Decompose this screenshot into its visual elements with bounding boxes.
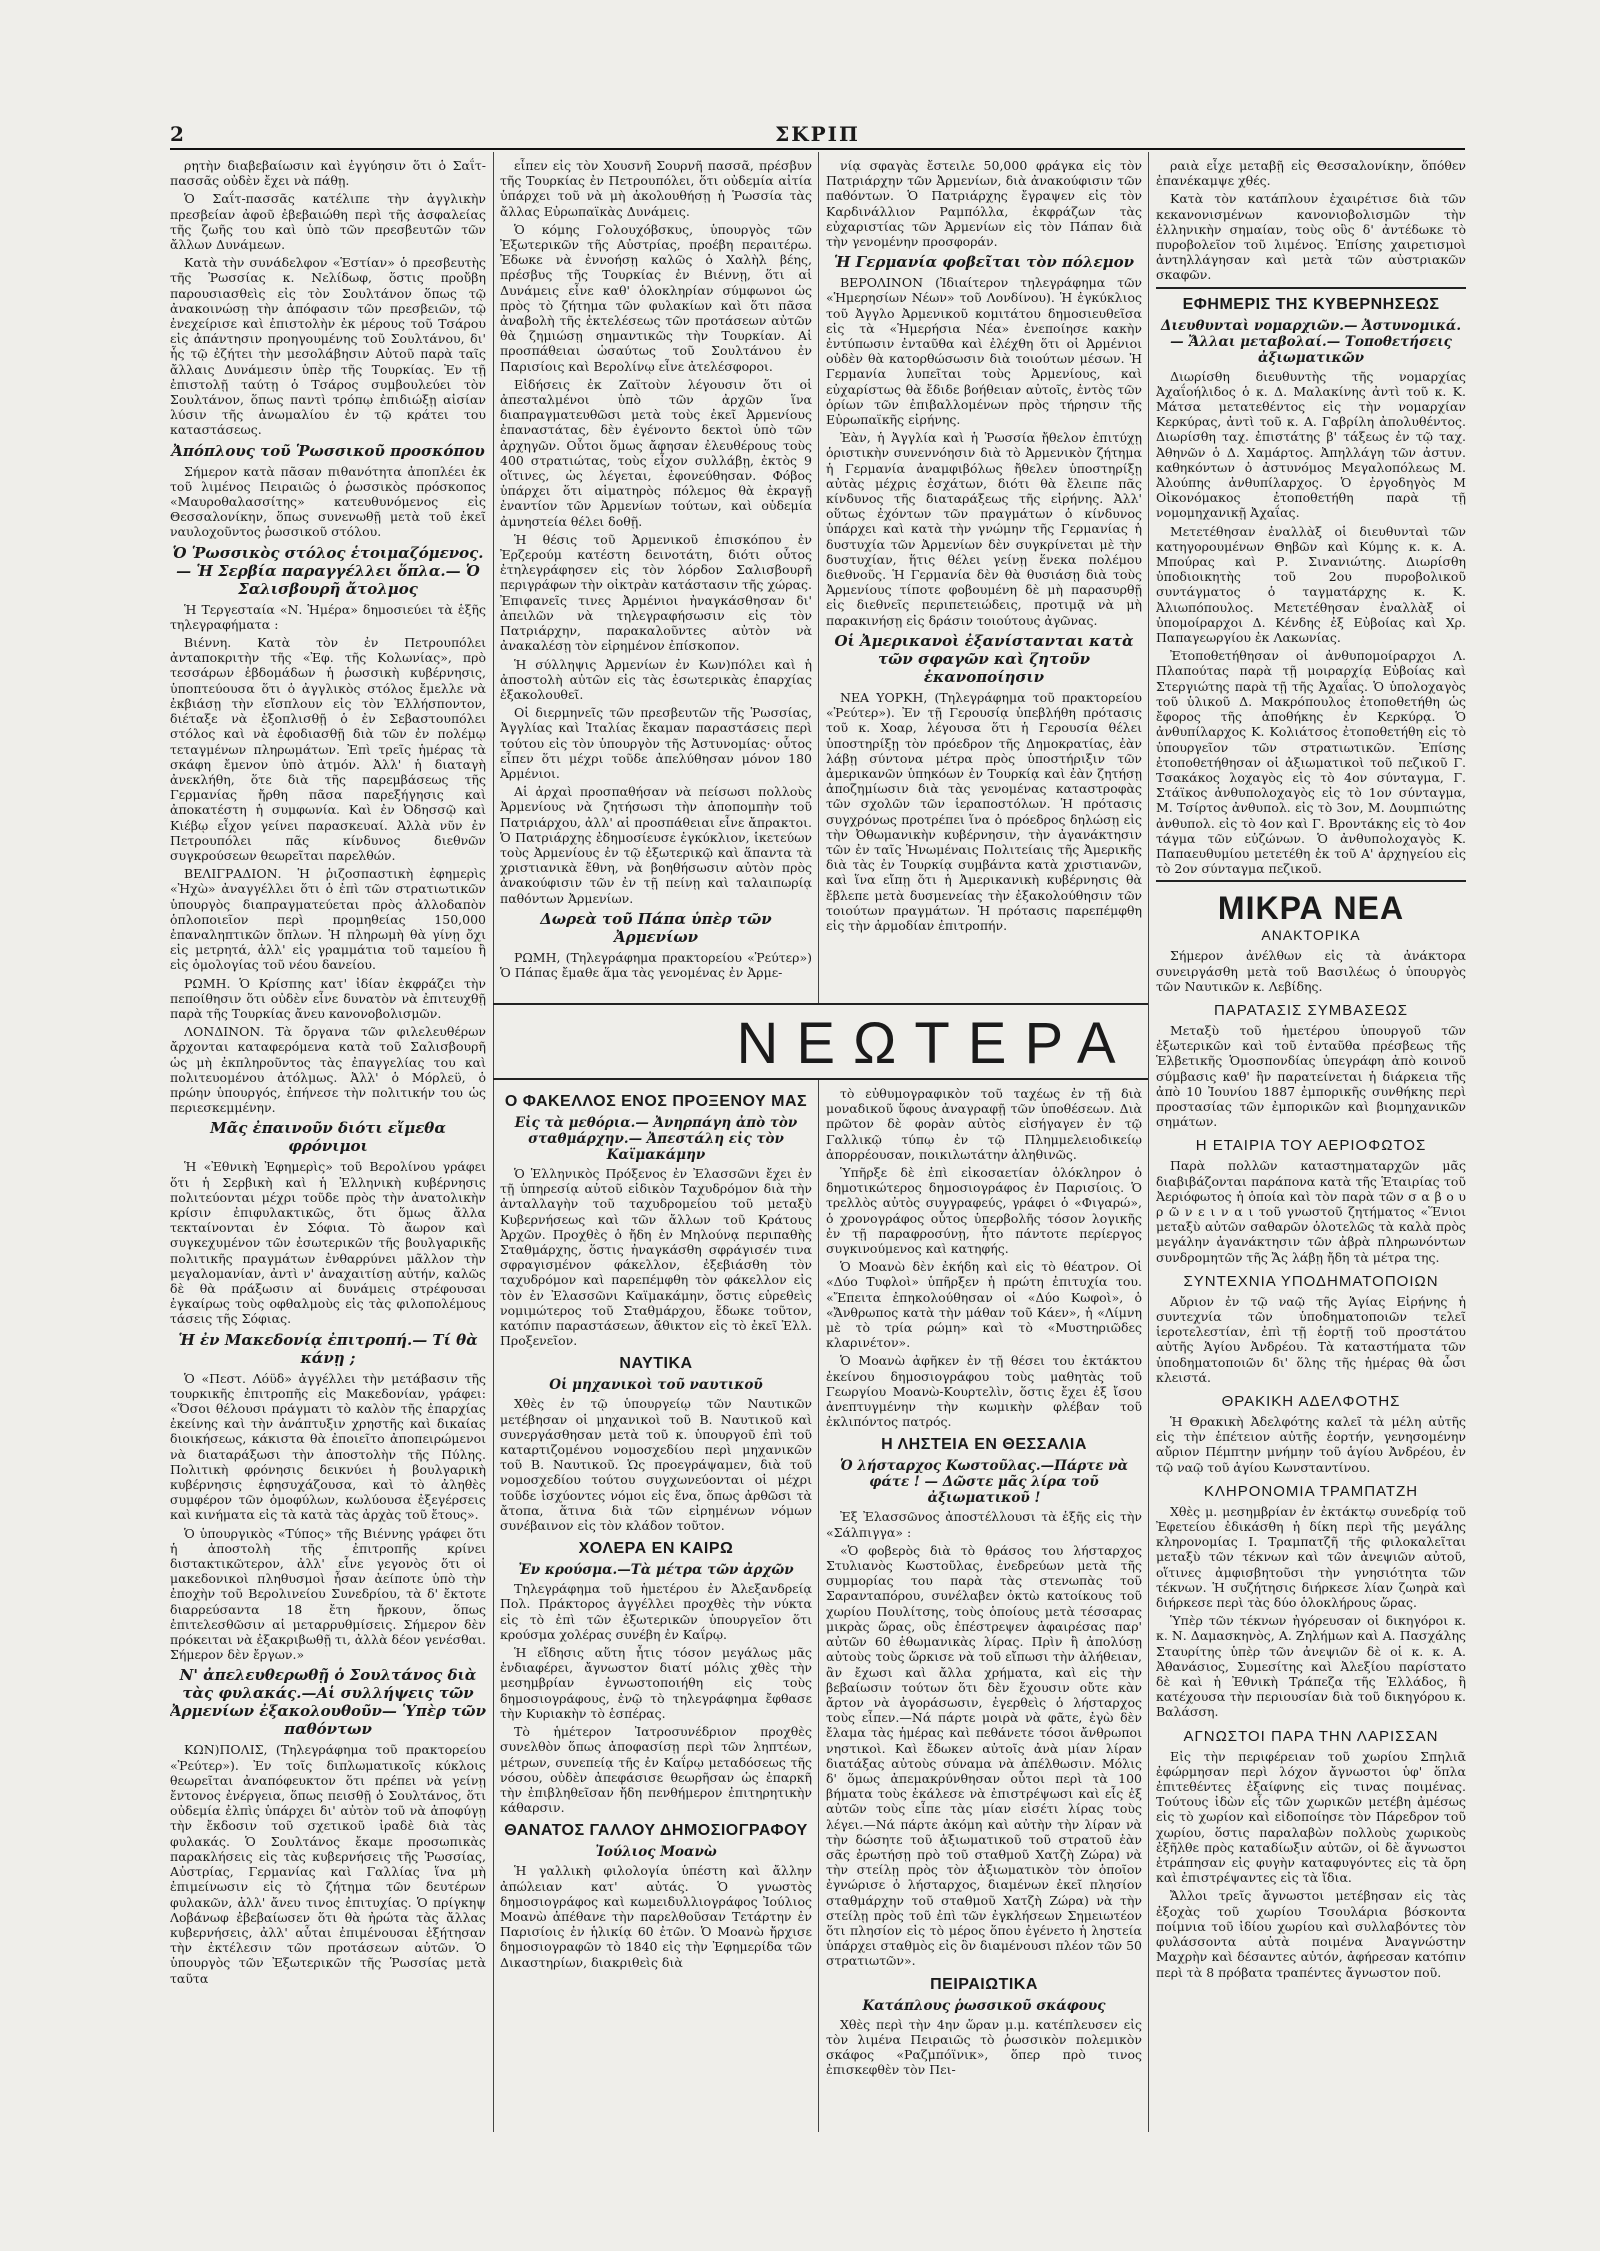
section-rule [493, 1003, 1148, 1005]
subheadline: Ἰούλιος Μοανὼ [595, 1844, 717, 1861]
paragraph: Χθὲς ἐν τῷ ὑπουργείῳ τῶν Ναυτικῶν μετέβησαν οἱ μηχανικοὶ τοῦ Β. Ναυτικοῦ καὶ συνεργάσθησαν μετὰ τοῦ κ. ὑπουργοῦ ἐπὶ τοῦ καταρτιζομένου νομοσχεδίου περὶ μηχανικῶν τοῦ Β. Ναυτικοῦ. Ὡς προεγράψαμεν, διὰ τοῦ νομοσχεδίου τούτου συγχωνεύονται οἱ μέχρι τοῦδε ἰσχύοντες νόμοι εἰς ἕνα, ὅπως ἀρθῶσι τὰ ἄτοπα, ἅτινα διὰ τῶν εἰρημένων νόμων συνέβαινον εἰς τὸν κλάδον τοῦτον. [500, 1396, 812, 1534]
paragraph: Παρὰ πολλῶν καταστηματαρχῶν μᾶς διαβιβάζονται παράπονα κατὰ τῆς Ἑταιρίας τοῦ Ἀεριόφωτος ἡ ὁποία καὶ τὸν παρὰ τῶν σ α β ο υ ρ ῶ ν ε ι ν α ι τοῦ γνωστοῦ ζητήματος «Ἕνιοι μεταξὺ αὐτῶν σαθαρῶν ὁλοτελῶς τὰ καλὰ πρὸς μεγάλην ἀγανάκτησιν τῶν ἀβρὰ πληρωνόντων συνδρομητῶν τῆς Ἄς λάβῃ ἤδη τὰ μέτρα της. [1156, 1158, 1466, 1265]
paragraph: Τηλεγράφημα τοῦ ἡμετέρου ἐν Ἀλεξανδρείᾳ Πολ. Πράκτορος ἀγγέλλει προχθὲς τὴν νύκτα εἰς τὸ ἐπὶ τῶν ἐξωτερικῶν ὑπουργεῖον ὅτι κρούσμα χολέρας συνέβη ἐν Καΐρῳ. [500, 1581, 812, 1642]
subheadline: Οἱ μηχανικοὶ τοῦ ναυτικοῦ [549, 1377, 763, 1394]
paragraph: Ἄλλοι τρεῖς ἄγνωστοι μετέβησαν εἰς τὰς ἐξοχὰς τοῦ χωρίου Τσουλάρια βόσκοντα ποίμνια τοῦ ἰδίου χωρίου καὶ συλλαβόντες τὸν φυλάσσοντα αὐτὰ ποιμένα Ἀναγνώστην Μαχρὴν καὶ δέσαντες αὐτόν, ἀφήρεσαν κατόπιν περὶ τὰ 8 πρόβατα τραπέντες ἄγνωστον ποῦ. [1156, 1888, 1466, 1980]
column-4 [1156, 158, 1466, 2130]
paragraph: Σήμερον ἀνέλθων εἰς τὰ ἀνάκτορα συνειργάσθη μετὰ τοῦ Βασιλέως ὁ ὑπουργὸς τῶν Ναυτικῶν κ. Λεβίδης. [1156, 948, 1466, 994]
paragraph: Βιέννη. Κατὰ τὸν ἐν Πετρουπόλει ἀνταποκριτὴν τῆς «Ἐφ. τῆς Κολωνίας», πρὸ τεσσάρων ἑβδομάδων ἡ ῥωσσικὴ κυβέρνησις, ὑποπτεύουσα ὅτι ὁ ἀγγλικὸς στόλος ἔμελλε νὰ ἐκβιάσῃ τὴν εἴσπλουν εἰς τὸν Ἑλλήσποντον, διέταξε νὰ ἐξοπλισθῇ ὁ ἐν Σεβαστουπόλει στόλος καὶ νὰ ἐφοδιασθῇ διὰ τῶν ἐν πολέμῳ τεταγμένων πληρωμάτων. Ἐπὶ τρεῖς ἡμέρας τὰ σκάφη ἔμενον ὑπὸ ἀτμόν. Ἀλλ' ἡ διαταγὴ ἀνεκλήθη, ὅτε διὰ τῆς παρεμβάσεως τῆς Γερμανίας ἤρθη πᾶσα παρεξήγησις καὶ ἀποκατέστη ἡ συμφωνία. Καὶ ἐν Ὀδησσῷ καὶ Κιέβῳ εἶχον γείνει παρασκευαί. Ἀλλὰ νῦν ἐν Πετρουπόλει πᾶς κίνδυνος διεθνῶν συγκρούσεων θεωρεῖται παρελθών. [170, 635, 486, 863]
paragraph: Ἡ σύλληψις Ἀρμενίων ἐν Κων)πόλει καὶ ἡ ἀποστολὴ αὐτῶν εἰς τὰς ἐσωτερικὰς ἐπαρχίας ἐξακολουθεῖ. [500, 656, 812, 702]
divider [1156, 287, 1466, 289]
paragraph: ΡΩΜΗ. Ὁ Κρίσπης κατ' ἰδίαν ἐκφράζει τὴν πεποίθησιν ὅτι οὐδὲν εἶνε δυνατὸν νὰ ἐπιτευχθῇ παρὰ τῆς Τουρκίας ἄνευ κανονοβολισμῶν. [170, 975, 486, 1021]
column-2 [500, 158, 812, 1000]
paragraph: Οἱ διερμηνεῖς τῶν πρεσβευτῶν τῆς Ῥωσσίας, Ἀγγλίας καὶ Ἰταλίας ἔκαμαν παραστάσεις περὶ τούτου εἰς τὸν ὑπουργὸν τῆς Ἀστυνομίας· οὗτος εἶπεν ὅτι μέχρι τοῦδε ἀπελύθησαν μόνον 180 Ἀρμένιοι. [500, 705, 812, 781]
headline: Η ΕΤΑΙΡΙΑ ΤΟΥ ΑΕΡΙΟΦΩΤΟΣ [1195, 1137, 1427, 1155]
paragraph: Διωρίσθη διευθυντὴς τῆς νομαρχίας Ἀχαΐοήλιδος ὁ κ. Δ. Μαλακίνης ἀντὶ τοῦ κ. Κ. Μάτσα μετατεθέντος εἰς τὴν νομαρχίαν Κερκύρας, ἀντὶ τοῦ κ. Α. Γαβρίλη ἀπολυθέντος. Διωρίσθη ταχ. ἐπιστάτης β' τάξεως ἐν τῷ ταχ. Ἀθηνῶν ὁ Δ. Χαμάρτος. Ἀπηλλάγη τῶν ἀστυν. καθηκόντων ὁ ἀστυνόμος Μεγαλοπόλεως Μ. Ἀλούπης ἀνθυπίλαρχος. Ὁ ἐργοδηγὸς Μ Οἰκονόμακος ἐτοποθετήθη παρὰ τῇ νομομηχανικῇ Ἀχαΐας. [1156, 368, 1466, 521]
section-heading: ΜΙΚΡΑ ΝΕΑ [1217, 890, 1405, 927]
paragraph: ραιὰ εἶχε μεταβῇ εἰς Θεσσαλονίκην, ὅπόθεν ἐπανέκαμψε χθές. [1156, 158, 1466, 189]
section-rule [493, 1078, 1148, 1080]
paragraph: ΝΕΑ ΥΟΡΚΗ, (Τηλεγράφημα τοῦ πρακτορείου «Ῥεύτερ»). Ἐν τῇ Γερουσίᾳ ὑπεβλήθη πρότασις τοῦ κ. Χοαρ, λέγουσα ὅτι ἡ Γερουσία θέλει ὑποστηρίξῃ τὸν πρόεδρον τῆς Δημοκρατίας, ἐὰν λάβῃ σύντονα μέτρα πρὸς ὑποστήριξιν τῶν ἀμερικανῶν ὑπηκόων ἐν Τουρκίᾳ καὶ ἐὰν ζητήσῃ ἀποζημίωσιν διὰ τὰς γενομένας καταστροφὰς τῶν σχολῶν τῶν ἱεραποστόλων. Ἡ πρότασις συγχρόνως προτρέπει ἵνα ὁ πρόεδρος δηλώσῃ εἰς τὴν Ὀθωμανικὴν κυβέρνησιν, τὴν ἀγανάκτησιν τῶν ἐν ταῖς Ἡνωμέναις Πολιτείαις τῆς Ἀμερικῆς διὰ τὰς ἐν Τουρκίᾳ συμβάντα κατὰ χριστιανῶν, καὶ ἵνα εἴπῃ ὅτι ἡ Ἀμερικανικὴ κυβέρνησις θὰ ἔβλεπε μετὰ δυσμενείας τὴν ἐξακολούθησιν τῶν τοιούτων πραγμάτων. Ἡ πρότασις παρεπέμφθη εἰς τὴν ἁρμοδίαν ἐπιτροπήν. [826, 689, 1142, 933]
paragraph: Ὁ ὑπουργικὸς «Τύπος» τῆς Βιέννης γράφει ὅτι ἡ ἀποστολὴ τῆς ἐπιτροπῆς κρίνει διστακτικῶτερον, ἀλλ' εἶνε γεγονὸς ὅτι οἱ μακεδονικοὶ πληθυσμοὶ ἦσαν ἀείποτε ὑπὸ τὴν ἐποχὴν τοῦ Βερολινείου Συνεδρίου, τὰ δ' ἔκτοτε διαρρεύσαντα 18 ἔτη ἤρκουν, ὅπως ἐπιτελεσθῶσιν αἱ μεταρρυθμίσεις. Σήμερον δὲν πρόκειται νὰ ἐξακριβωθῇ τι, ἀλλὰ δέον γενέσθαι. Σήμερον δὲν ἔργων.» [170, 1525, 486, 1663]
neotera-banner: ΝΕΩΤΕΡΑ [736, 1011, 1134, 1076]
paragraph: Ὁ κόμης Γολουχόβσκυς, ὑπουργὸς τῶν Ἐξωτερικῶν τῆς Αὐστρίας, προέβη περαιτέρω. Ἐδωκε νὰ ἐννοήσῃ καλῶς ὁ Χαλὴλ βέης, πρέσβυς τῆς Τουρκίας ἐν Βιέννῃ, ὅτι αἱ Δυνάμεις εἶνε καθ' ὁλοκληρίαν σύμφωνοι ὡς πρὸς τὸ ζήτημα τῶν φυλακίων καὶ ὅτι πᾶσα ἀναβολὴ τῆς ἐκτελέσεως τῶν προτάσεων αὐτῶν θὰ ζημιώσῃ σημαντικῶς τὴν Τουρκίαν. Αἱ προσπάθειαι ὡσαύτως τοῦ Σουλτάνου ἐν Παρισίοις καὶ Βερολίνῳ εἶνε ἀτελέσφοροι. [500, 221, 812, 374]
headline: Ν' ἀπελευθερωθῇ ὁ Σουλτάνος διὰ τὰς φυλακάς.—Αἱ συλλήψεις τῶν Ἀρμενίων ἐξακολουθοῦν— Ὑπὲρ τῶν παθόντων [170, 1666, 486, 1739]
paragraph: Ἐὰν, ἡ Ἀγγλία καὶ ἡ Ῥωσσία ἤθελον ἐπιτύχῃ ὁριστικὴν συνεννόησιν διὰ τὸ Ἀρμενικὸν ζήτημα ἡ Γερμανία ἀναμφιβόλως ἤθελεν ὑποστηρίξῃ αὐτὰς μέχρις ἐσχάτων, διότι θὰ ἔλειπε πᾶς κίνδυνος τῆς διαταράξεως τῆς εἰρήνης. Ἀλλ' οὕτως ἐχόντων τῶν πραγμάτων ὁ κίνδυνος ὑπάρχει καὶ κατὰ τὴν γνώμην τῆς Γερμανίας ἡ δυστυχία τῶν Ἀρμενίων δὲν συγκρίνεται μὲ τὴν δυστυχίαν, ἥτις θέλει γείνῃ ἕνεκα πολέμου διεθνοῦς. Ἡ Γερμανία δὲν θὰ θυσιάσῃ διὰ τοὺς Ἀρμενίους τίποτε φοβουμένη δὲ μὴ παρασυρθῇ εἰς διεθνεῖς περιπετειώδεις, προτιμᾷ νὰ μὴ παρακινήσῃ εἰς δράσιν τοιούτους ἀγῶνας. [826, 430, 1142, 628]
paragraph: Ὁ Μοανὼ ἀφῆκεν ἐν τῇ θέσει του ἐκτάκτου ἐκείνου δημοσιογράφου τοὺς μαθητὰς τοῦ Γεωργίου Μοανὼ-Κουρτελὶν, ὅστις ἔχει ἐξ ἴσου ἀνεπτυγμένην τὴν κωμικὴν φλέβαν τοῦ ἐκλιπόντος πατρός. [826, 1353, 1142, 1430]
headline: ΘΡΑΚΙΚΗ ΑΔΕΛΦΟΤΗΣ [1221, 1393, 1401, 1410]
headline: ΝΑΥΤΙΚΑ [619, 1355, 693, 1373]
headline: ΘΑΝΑΤΟΣ ΓΑΛΛΟΥ ΔΗΜΟΣΙΟΓΡΑΦΟΥ [504, 1822, 808, 1840]
headline: Μᾶς ἐπαινοῦν διότι εἴμεθα φρόνιμοι [210, 1119, 446, 1156]
headline: ΚΛΗΡΟΝΟΜΙΑ ΤΡΑΜΠΑΤΖΗ [1203, 1482, 1419, 1500]
headline: Ἀπόπλους τοῦ Ῥωσσικοῦ προσκόπου [171, 441, 485, 460]
paragraph: Αὔριον ἐν τῷ ναῷ τῆς Ἁγίας Εἰρήνης ἡ συντεχνία τῶν ὑποδηματοποιῶν τελεῖ ἱεροτελεστίαν, ἐπὶ τῇ ἑορτῇ τοῦ προστάτου αὐτῆς Ἁγίου Ἀνδρέου. Τὰ καταστήματα τῶν ὑποδηματοποιῶν δι' ὅλης τῆς ἡμέρας θὰ ὦσι κλειστά. [1156, 1293, 1466, 1385]
headline: Ο ΦΑΚΕΛΛΟΣ ΕΝΟΣ ΠΡΟΞΕΝΟΥ ΜΑΣ [504, 1093, 808, 1110]
paragraph: Ὁ Σαΐτ-πασσᾶς κατέλιπε τὴν ἀγγλικὴν πρεσβείαν ἀφοῦ ἐβεβαιώθη περὶ τῆς ἀσφαλείας τῆς ζωῆς του καὶ ὑπὸ τῶν πρεσβευτῶν τῶν ἄλλων Δυνάμεων. [170, 191, 486, 253]
subheadline: Διευθυνταὶ νομαρχιῶν.— Ἀστυνομικά.— Ἄλλαι μεταβολαί.— Τοποθετήσεις ἀξιωματικῶν [1160, 317, 1462, 366]
paragraph: Τὸ ἡμέτερον Ἰατροσυνέδριον προχθὲς συνελθὸν ὅπως ἀποφασίσῃ περὶ τῶν ληπτέων, μέτρων, συνεπείᾳ τῆς ἐν Καΐρῳ μεταδόσεως τῆς νόσου, οὐδὲν ἀπεφάσισε θεωρῆσαν ὡς ἐπαρκῆ τὴν ἐπιβληθεῖσαν ἤδη πενθήμερον ἐπιτηρητικὴν κάθαρσιν. [500, 1724, 812, 1816]
column-rule [818, 152, 819, 1003]
column-rule [493, 1003, 494, 2132]
paragraph: Ἡ γαλλικὴ φιλολογία ὑπέστη καὶ ἄλλην ἀπώλειαν κατ' αὐτάς. Ὁ γνωστὸς δημοσιογράφος καὶ κωμειδυλλιογράφος Ἰούλιος Μοανὼ ἀπέθανε τὴν παρελθοῦσαν Τετάρτην ἐν Παρισίοις ἐν ἡλικίᾳ 60 ἐτῶν. Ὁ Μοανὼ ἤρχισε δημοσιογραφῶν τὸ 1840 εἰς τὴν Ἐφημερίδα τῶν Δικαστηρίων, διακριθεὶς διὰ [500, 1863, 812, 1970]
column-6 [826, 1086, 1142, 2130]
section-heading: ΕΦΗΜΕΡΙΣ ΤΗΣ ΚΥΒΕΡΝΗΣΕΩΣ [1182, 295, 1440, 313]
column-rule [818, 1080, 819, 2132]
paragraph: Ὑπῆρξε δὲ ἐπὶ εἰκοσαετίαν ὁλόκληρον ὁ δημοτικώτερος δημοσιογράφος ἐν Παρισίοις. Ὁ τρελλὸς αὐτὸς συγγραφεύς, γράφει ὁ «Φιγαρώ», ὁ χρονογράφος οὗτος ὑπερβολῆς τόσον λογικῆς ἐν τῇ παραφροσύνῃ, ἦτο πάντοτε περίεργος συγκινούμενος καὶ κατηφής. [826, 1165, 1142, 1257]
headline: ΠΕΙΡΑΙΩΤΙΚΑ [930, 1975, 1038, 1993]
paragraph: Κατὰ τὸν κατάπλουν ἐχαιρέτισε διὰ τῶν κεκανονισμένων κανονιοβολισμῶν τὴν ἑλληνικὴν σημαίαν, τοὺς οὓς δ' ἀντέδωκε τὸ πυροβολεῖον τοῦ λιμένος. Ἐπίσης χαιρετισμοὶ ἀντηλλάγησαν καὶ μετὰ τῶν αὐστριακῶν σκαφῶν. [1156, 191, 1466, 283]
column-rule [1148, 152, 1149, 2132]
headline: ΧΟΛΕΡΑ ΕΝ ΚΑΙΡΩ [578, 1540, 734, 1558]
column-1 [170, 158, 486, 2130]
paragraph: Ἡ θέσις τοῦ Ἀρμενικοῦ ἐπισκόπου ἐν Ἐρζερούμ κατέστη δεινοτάτη, διότι οὗτος ἐτηλεγράφησεν εἰς τὸν λόρδον Σαλισβουρῆ περιγράφων τὴν οἰκτρὰν κατάστασιν τῆς χώρας. Ἐπιφανεῖς τινες Ἀρμένιοι ἠναγκάσθησαν δι' ἀπειλῶν νὰ τηλεγραφήσωσιν εἰς τὸν Πατριάρχην, παρακαλοῦντες αὐτὸν νὰ ἀνακαλέσῃ τὸν εἰρημένον ἐπίσκοπον. [500, 531, 812, 654]
paragraph: ΚΩΝ)ΠΟΛΙΣ, (Τηλεγράφημα τοῦ πρακτορείου «Ῥεύτερ»). Ἐν τοῖς διπλωματικοῖς κύκλοις θεωρεῖται ἀναπόφευκτον ὅτι πρέπει νὰ γείνῃ ἔντονος ἐνέργεια, ὅπως πεισθῇ ὁ Σουλτάνος, ὅτι οὐδεμία ἐλπὶς ὑπάρχει δι' αὐτὸν τοῦ νὰ ἀποφύγῃ τὴν ἔκδοσιν τοῦ σχετικοῦ ἰραδὲ διὰ τὰς φυλακάς. Ὁ Σουλτάνος ἔκαμε προσωπικὰς παρακλήσεις εἰς τὰς κυβερνήσεις τῆς Ῥωσσίας, Αὐστρίας, Γερμανίας καὶ Γαλλίας ἵνα μὴ ἐπιμείνωσιν εἰς τὸ ζήτημα τῶν δευτέρων φυλακῶν, ἀλλ' ἄνευ τινος ἐπιτυχίας. Ὁ πρίγκηψ Λοβάνωφ ἐβεβαίωσεν ὅτι θὰ ἠρώτα τὰς ἄλλας κυβερνήσεις, ἀλλ' αὗται ἐπιμένουσαι ἐξήτησαν τὴν ἐκτέλεσιν τῶν προτάσεων αὐτῶν. Ὁ ὑπουργὸς τῶν Ἐξωτερικῶν τῆς Ῥωσσίας μετὰ ταῦτα [170, 1742, 486, 1986]
paragraph: ΒΕΡΟΛΙΝΟΝ (Ἰδιαίτερον τηλεγράφημα τῶν «Ἡμερησίων Νέων» τοῦ Λονδίνου). Ἡ ἐγκύκλιος τοῦ Ἀγγλο Ἀρμενικοῦ κομιτάτου δημοσιευθεῖσα εἰς τὰ «Ἡμερήσια Νέα» ἐνεποίησε κακὴν ἐντύπωσιν ἐνταῦθα καὶ ἐλέχθη ὅτι οἱ Ἀρμένιοι οὐδὲν θὰ κατορθώσωσιν διὰ τοιούτων μέσων. Ἡ Γερμανία λυπεῖται τοὺς Ἀρμενίους, καὶ εὐχαρίστως θὰ ἔδιδε βοήθειαν αὐτοῖς, ἐντὸς τῶν ὁρίων τῶν ἐπιβαλλομένων πρὸς τήρησιν τῆς Εὐρωπαϊκῆς εἰρήνης. [826, 275, 1142, 428]
paragraph: Ἡ Θρακικὴ Ἀδελφότης καλεῖ τὰ μέλη αὐτῆς εἰς τὴν ἑπέτειον αὐτῆς ἑορτήν, γενησομένην αὔριον Πέμπτην μνήμην τοῦ ἁγίου Ἀνδρέου, ἐν τῷ ναῷ τοῦ ἁγίου Κωνσταντίνου. [1156, 1414, 1466, 1475]
paragraph: τὸ εὐθυμογραφικὸν τοῦ ταχέως ἐν τῇ διὰ μοναδικοῦ ὕφους ἀναγραφῇ τῶν ὑποθέσεων. Διὰ πρῶτον δὲ φορὰν αὐτὸς εἰσήγαγεν ἐν τῷ Γαλλικῷ τύπῳ ἐν τῷ Πλημμελειοδικείῳ ἀπορρέουσαν, ποικιλωτάτην ἀληθινῶς. [826, 1086, 1142, 1162]
subheadline: Εἰς τὰ μεθόρια.— Ἀνηρπάγη ἀπὸ τὸν σταθμάρχην.— Ἀπεστάλη εἰς τὸν Καϊμακάμην [514, 1115, 798, 1163]
headline: Οἱ Ἀμερικανοὶ ἐξανίστανται κατὰ τῶν σφαγῶν καὶ ζητοῦν ἐκανοποίησιν [834, 631, 1134, 686]
headline: ΑΓΝΩΣΤΟΙ ΠΑΡΑ ΤΗΝ ΛΑΡΙΣΣΑΝ [1183, 1727, 1439, 1745]
paragraph: Ὁ Μοανὼ δὲν ἐκήδη καὶ εἰς τὸ θέατρον. Οἱ «Δύο Τυφλοὶ» ὑπῆρξεν ἡ πρώτη ἐπιτυχία του. «Ἔπειτα ἐπηκολούθησαν οἱ «Δύο Κωφοὶ», ὁ «Ἄνθρωπος κατὰ τὴν μάθαν τοῦ Κάεν», ἡ «Λίμνη μὲ τὸ τρία ρώμη» καὶ τὸ «Μυστηριῶδες κλαρινέτον». [826, 1259, 1142, 1351]
paragraph: Ἡ Τεργεσταία «Ν. Ἡμέρα» δημοσιεύει τὰ ἑξῆς τηλεγραφήματα : [170, 601, 486, 632]
paragraph: Χθὲς περὶ τὴν 4ην ὥραν μ.μ. κατέπλευσεν εἰς τὸν λιμένα Πειραιῶς τὸ ῥωσσικὸν πολεμικὸν σκάφος «Ραζμπόϊνικ», ὅπερ πρὸ τινος ἐπισκεφθὲν τὸν Πει- [826, 2016, 1142, 2078]
paragraph: Ὑπὲρ τῶν τέκνων ἠγόρευσαν οἱ δικηγόροι κ. κ. Ν. Δαμασκηνὸς, Α. Ζηλήμων καὶ Α. Πασχάλης Σταυρίτης ὑπὲρ τῶν ἀνεψιῶν δὲ οἱ κ. κ. Α. Ἀθανάσιος, Συμεσίτης καὶ Ἀλεξίου παρίστατο δὲ καὶ ἡ Ἐθνικὴ Τράπεζα τῆς Ἑλλάδος, ἣ κατέχουσα τὴν περιουσίαν διὰ τοῦ δικηγόρου κ. Βαλάσση. [1156, 1613, 1466, 1720]
paragraph: νίᾳ σφαγὰς ἔστειλε 50,000 φράγκα εἰς τὸν Πατριάρχην τῶν Ἀρμενίων, διὰ ἀνακούφισιν τῶν παθόντων. Ὁ Πατριάρχης ἔγραψεν εἰς τὸν Καρδινάλλιον Ραμπόλλα, ἐκφράζων τὰς εὐχαριστίας τῶν Ἀρμενίων εἰς τὸν Πάπαν διὰ τὴν γενομένην προσφοράν. [826, 158, 1142, 250]
paragraph: εἶπεν εἰς τὸν Χουσνῆ Σουρνῆ πασσᾶ, πρέσβυν τῆς Τουρκίας ἐν Πετρουπόλει, ὅτι οὐδεμία αἰτία ὑπάρχει τοῦ νὰ μὴ ἀκολουθήσῃ ἡ Ῥωσσία τὰς ἄλλας Εὐρωπαϊκὰς Δυνάμεις. [500, 158, 812, 219]
headline: ΠΑΡΑΤΑΣΙΣ ΣΥΜΒΑΣΕΩΣ [1213, 1001, 1409, 1019]
paragraph: Εἰς τὴν περιφέρειαν τοῦ χωρίου Σπηλιᾶ ἐφώρμησαν περὶ λόχον ἄγνωστοι ὑφ' ὅπλα ἐπιτεθέντες ἐξαίφνης εἰς τινας ποιμένας. Τούτους ἰδὼν εἷς τῶν χωρικῶν μετέβη ἀμέσως εἰς τὸ χωρίον καὶ εἰδοποίησε τὸν Πάρεδρον τοῦ χωρίου, ὅστις παραλαβὼν πολλοὺς χωρικοὺς ἐξῆλθε πρὸς καταδίωξιν αὐτῶν, οἱ δὲ ἄγνωστοι ἐτράπησαν εἰς φυγὴν καταφυγόντες εἰς τὰ ὄρη καὶ ἐπιστρέψαντες εἰς τὰ ἴδια. [1156, 1748, 1466, 1886]
subheadline: ΑΝΑΚΤΟΡΙΚΑ [1261, 927, 1361, 944]
paragraph: ΒΕΛΙΓΡΑΔΙΟΝ. Ἡ ῥιζοσπαστικὴ ἐφημερὶς «Ἠχὼ» ἀναγγέλλει ὅτι ὁ ἐπὶ τῶν στρατιωτικῶν ὑπουργὸς διαπραγματεύεται πρὸς ἀλλοδαπὸν ὁπλοποιεῖον περὶ προμηθείας 150,000 ἐπαναληπτικῶν ὅπλων. Ἡ πληρωμὴ θὰ γίνῃ ὄχι εἰς μετρητά, ἀλλ' εἰς γραμμάτια τοῦ ταμείου ἢ εἰς ὁμολογίας τοῦ νέου δανείου. [170, 866, 486, 973]
paragraph: Μεταξὺ τοῦ ἡμετέρου ὑπουργοῦ τῶν ἐξωτερικῶν καὶ τοῦ ἐνταῦθα πρέσβεως τῆς Ἑλβετικῆς Ὁμοσπονδίας ὑπεγράφη ἀπὸ κοινοῦ σύμβασις καθ' ἣν παρατείνεται ἡ διάρκεια τῆς ἀπὸ 10 Ἰουνίου 1887 ἐμπορικῆς συνθήκης περὶ προστασίας τῶν ἐμπορικῶν καὶ βιομηχανικῶν σημάτων. [1156, 1022, 1466, 1130]
page-number: 2 [170, 122, 184, 146]
paragraph: Χθὲς μ. μεσημβρίαν ἐν ἐκτάκτῳ συνεδρίᾳ τοῦ Ἐφετείου ἐδικάσθη ἡ δίκη περὶ τῆς μεγάλης κληρονομίας Ι. Τραμπατζῆ τῆς φιλοκαλεῖται μεταξὺ τῶν τέκνων καὶ τῶν ἀνεψιῶν αὐτοῦ, οἵτινες ἀμφισβητοῦσι τὴν γνησιότητα τῶν τέκνων. Ἡ συζήτησις διήρκεσε λίαν ζωηρὰ καὶ διήρκεσε περὶ τὰς δύο ὁλοκλήρους ὥρας. [1156, 1503, 1466, 1611]
paragraph: ρητὴν διαβεβαίωσιν καὶ ἐγγύησιν ὅτι ὁ Σαΐτ-πασσᾶς οὐδὲν ἔχει νὰ πάθῃ. [170, 158, 486, 189]
headline: Ἡ Γερμανία φοβεῖται τὸν πόλεμον [833, 253, 1135, 272]
headline: Η ΛΗΣΤΕΙΑ ΕΝ ΘΕΣΣΑΛΙΑ [881, 1436, 1087, 1454]
page-header [170, 122, 1465, 150]
paragraph: Ὁ Ἑλληνικὸς Πρόξενος ἐν Ἐλασσῶνι ἔχει ἐν τῇ ὑπηρεσίᾳ αὐτοῦ εἰδικὸν Ταχυδρόμον διὰ τὴν ἀνταλλαγὴν τοῦ ταχυδρομείου τοῦ μεταξὺ Κυβερνήσεως καὶ τῶν ἄλλων τοῦ Κράτους Ἀρχῶν. Προχθὲς ὁ ἤδη ἐν Μηλούνᾳ περιπαθὴς Σταθμάρχης, ὅστις ἠναγκάσθη σφράγισέν τινα σφραγισμένον φάκελλον, ἐξεβιάσθη τὸν ταχυδρόμον καὶ παρεπέμφθη τὸν φάκελλον εἰς τὸν ἐν Ἐλασσῶνι Καϊμακάμην, ὅστις εὑρεθεὶς νομιμώτερος τοῦ Σταθμάρχου, ἔδωκε τοῦτον, κατόπιν παραστάσεων, ἄθικτον εἰς τὸ ἐκεῖ Ἑλλ. Προξενεῖον. [500, 1166, 812, 1349]
paragraph: Ὁ «Πεστ. Λόϋδ» ἀγγέλλει τὴν μετάβασιν τῆς τουρκικῆς ἐπιτροπῆς εἰς Μακεδονίαν, γράφει: «Ὅσοι θέλουσι πράγματι τὸ καλὸν τῆς ἐπαρχίας ἐκείνης καὶ τὴν ἀνάπτυξιν χρηστῆς καὶ δικαίας διοικήσεως, κάκιστα θὰ ἐποιεῖτο ἀποπειρώμενοι νὰ διαταράξωσι τὴν ἀποστολὴν τῆς Πύλης. Πολιτικὴ φρόνησις δεικνύει ἡ βουλγαρικὴ κυβέρνησις ἐφησυχάζουσα, καὶ τὸ ἀληθὲς συμφέρον τῶν ὁμοφύλων, κωλύουσα ἐξεγέρσεις καὶ κινήματα εἰς τὰ κατὰ τὰς ἀρχὰς τοῦ ἔτους». [170, 1370, 486, 1523]
paragraph: Μετετέθησαν ἐναλλὰξ οἱ διευθυνταὶ τῶν κατηγορουμένων Θηβῶν καὶ Κύμης κ. κ. Α. Μπούρας καὶ Ρ. Σινανιώτης. Διωρίσθη ὑποδιοικητὴς τοῦ 2ου πυροβολικοῦ συντάγματος ὁ ταγματάρχης κ. Κ. Ἀλιωπόπουλος. Μετετέθησαν ἐναλλὰξ οἱ ὑπομοίραρχοι Δ. Κένδης ἐξ Εὐβοίας καὶ Χρ. Παπαγεωργίου ἐκ Λακωνίας. [1156, 523, 1466, 646]
subheadline: Ἐν κρούσμα.—Τὰ μέτρα τῶν ἀρχῶν [518, 1562, 794, 1579]
paragraph: Κατὰ τὴν συνάδελφον «Ἑστίαν» ὁ πρεσβευτὴς τῆς Ῥωσσίας κ. Νελίδωφ, ὅστις προὔβη παρουσιασθεὶς εἰς τὸν Σουλτάνον ὅπως τῷ ἀνακοινώσῃ τὴν ἀπόφασιν τῶν πρεσβειῶν, τῷ ἐνεχείρισε καὶ ἐπιστολὴν ἐκ μέρους τοῦ Τσάρου εἰς ἀπάντησιν προηγουμένης τοῦ Σουλτάνου, δι' ἧς τῷ ἐζήτει τὴν μεσολάβησιν Αὐτοῦ παρὰ ταῖς ἄλλαις Δυνάμεσιν ὑπὲρ τῆς Τουρκίας. Ἐν τῇ ἐπιστολῇ ταύτῃ ὁ Τσάρος συμβουλεύει τὸν Σουλτάνον, ὅπως παντὶ τρόπῳ ἐπιδιώξῃ αἰσίαν λύσιν τῆς ἀνωμαλίου ἐν τῷ κράτει του καταστάσεως. [170, 255, 486, 438]
column-rule [493, 152, 494, 1003]
divider [1156, 880, 1466, 882]
newspaper-title: ΣΚΡΙΠ [775, 122, 860, 146]
paragraph: Ἡ «Ἐθνικὴ Ἐφημερὶς» τοῦ Βερολίνου γράφει ὅτι ἡ Σερβικὴ καὶ ἡ Ἑλληνικὴ κυβέρνησις πολιτεύονται μέχρι τοῦδε πρὸς τὴν ἀνατολικὴν κρίσιν ἐπιφυλακτικῶς, ὅτι ὅμως ἄλλα τεκταίνονται ἐν Σόφια. Τὸ ἄωρον καὶ συγκεχυμένον τῶν ἐσωτερικῶν τῆς βουλγαρικῆς πολιτικῆς πραγμάτων ἐνθαρρύνει μᾶλλον τὴν μεγαλομανίαν, ἀντὶ ν' ἀναχαιτίσῃ αὐτήν, καλῶς δὲ θὰ πράξωσιν αἱ δυνάμεις στρέφουσαι ἐγκαίρως τοὺς οφθαλμοὺς εἰς τὰς φιλοπολέμους τάσεις τῆς Σόφιας. [170, 1159, 486, 1327]
column-5 [500, 1086, 812, 2130]
headline: Ὁ Ῥωσσικὸς στόλος ἑτοιμαζόμενος.— Ἡ Σερβία παραγγέλλει ὅπλα.— Ὁ Σαλισβουρῆ ἄτολμος [172, 543, 484, 598]
subheadline: Ὁ λήσταρχος Κωστοῦλας.—Πάρτε νὰ φάτε ! — Δῶστε μᾶς λίρα τοῦ ἀξιωματικοῦ ! [840, 1458, 1128, 1507]
paragraph: ΛΟΝΔΙΝΟΝ. Τὰ ὄργανα τῶν φιλελευθέρων ἄρχονται καταφερόμενα κατὰ τοῦ Σαλισβουρῆ ὡς μὴ ἐκπληροῦντος τὰς ἐπαγγελίας του καὶ πολιτευομένου ἀτόλμως. Ἀλλ' ὁ Μόρλεϋ, ὁ πρώην ὑπουργός, ἐπήνεσε τὴν πολιτικήν του ὡς περιεσκεμμένην. [170, 1024, 486, 1116]
headline: Δωρεὰ τοῦ Πάπα ὑπὲρ τῶν Ἀρμενίων [540, 909, 772, 946]
paragraph: Ἡ εἴδησις αὕτη ἦτις τόσον μεγάλως μᾶς ἐνδιαφέρει, ἄγνωστον διατί μόλις χθὲς τὴν μεσημβρίαν ἐγνωστοποιήθη εἰς τοὺς δημοσιογράφους, ἐνῷ τὸ τηλεγράφημα ἔφθασε τὴν Κυριακὴν τὸ ἑσπέρας. [500, 1645, 812, 1721]
paragraph: Ἐξ Ἐλασσῶνος ἀποστέλλουσι τὰ ἑξῆς εἰς τὴν «Σάλπιγγα» : [826, 1509, 1142, 1540]
paragraph: Εἰδήσεις ἐκ Ζαϊτοὺν λέγουσιν ὅτι οἱ ἀπεσταλμένοι ὑπὸ τῶν ἀρχῶν ἵνα διαπραγματευθῶσι μετὰ τοὺς ἐκεῖ Ἀρμενίους ἐπαναστάτας, δὲν ἐγένοντο δεκτοὶ ὑπὸ τῶν ἀρχηγῶν. Οὗτοι ὅμως ἄφησαν ἐλευθέρους τοὺς 400 στρατιώτας, τοὺς εἶχον συλλάβῃ, ἐκτὸς 9 οἵτινες, ὡς λέγεται, ἐφονεύθησαν. Φόβος ὑπάρχει ὅτι αἱματηρὸς πόλεμος θὰ ἐκραγῇ ἐναντίον τῶν Ἀρμενίων τούτων, καὶ οὐδεμία ἀμνηστεία θέλει δοθῇ. [500, 376, 812, 529]
paragraph: Αἱ ἀρχαὶ προσπαθήσαν νὰ πείσωσι πολλοὺς Ἀρμενίους νὰ ζητήσωσι τὴν ἀποπομπὴν τοῦ Πατριάρχου, ἀλλ' αἱ προσπάθειαι εἶνε ἄπρακτοι. Ὁ Πατριάρχης ἐδημοσίευσε ἐγκύκλιον, ἱκετεύων τοὺς Ἀρμενίους ἐν τῷ ἐξωτερικῷ καὶ ἅπαντα τὰ χριστιανικὰ ἔθνη, νὰ βοηθήσωσιν αὐτὸν πρὸς ἀνακούφισιν τῶν ἐν τῇ πείνῃ καὶ ταλαιπωρίᾳ παθόντων Ἀρμενίων. [500, 784, 812, 906]
paragraph: Σήμερον κατὰ πᾶσαν πιθανότητα ἀποπλέει ἐκ τοῦ λιμένος Πειραιῶς ὁ ῥωσσικὸς πρόσκοπος «Μαυροθαλασσίτης» κατευθυνόμενος εἰς Θεσσαλονίκην, ὅπως συνενωθῇ μετὰ τοῦ ἐκεῖ ναυλοχοῦντος ῥωσσικοῦ στόλου. [170, 463, 486, 540]
column-3 [826, 158, 1142, 1000]
subheadline: Κατάπλους ῥωσσικοῦ σκάφους [862, 1997, 1106, 2014]
paragraph: «Ὁ φοβερὸς διὰ τὸ θράσος του λήσταρχος Στυλιανὸς Κωστοῦλας, ἐνεδρεύων μετὰ τῆς συμμορίας του παρὰ τὰς στενωπὰς τοῦ Σαρανταπόρου, συνέλαβεν ὀκτὼ κατοίκους τοῦ χωρίου Πουλίτσης, τοὺς ὁποίους μετὰ τέσσαρας μικρὰς ὥρας, οὓς ἐπέστρεψεν ἀφαιρέσας παρ' αὐτῶν 60 ἑθωμανικὰς λίρας. Πρὶν ἢ ἀπολύσῃ αὐτοὺς τοὺς ὥρκισε νὰ τοῦ εἴπωσι τὴν ἀλήθειαν, ἂν ἔχωσι καὶ ἄλλα χρήματα, καὶ εἰς τὴν βεβαίωσιν τούτων ὅτι δὲν ἔχουσιν οὔτε κὰν ἄρτον νὰ ἀγοράσωσιν, ἐγερθεὶς ὁ λήσταρχος τοὺς εἶπεν.—Νά πάρτε μοιρὰ νὰ φᾶτε, ἐγὼ δὲν ἔλαμα τὰς ἡμέρας καὶ πεθάνετε τόσοι ἄνθρωποι νηστικοὶ. Καὶ ἔδωκεν αὐτοῖς ἀνὰ μίαν λίραν διατάξας αὐτοὺς σύναμα νὰ ἀπέλθωσιν. Μόλις δ' ὅμως ἀπεμακρύνθησαν οὗτοι περὶ τὰ 100 βήματα τοὺς ἐκάλεσε νὰ ἐπιστρέψωσι καὶ εἷς ἐξ αὐτῶν τοὺς εἶπε τὰς μίαν εἰσέτι λίρας τοὺς λέγει.—Νά πάρτε ἀκόμη καὶ αὐτὴν τὴν λίραν νὰ τὴν δώσητε τοῦ ἀξιωματικοῦ τοῦ στρατοῦ ἐὰν σᾶς ἐρωτήσῃ πρὸ τοῦ σταθμοῦ Χατζὴ Ζώρα) νὰ τὴν στείλῃ πρὸς τὸν ἀξιωματικὸν τὸν ὁποῖον ἐγνώρισε ὁ λήσταρχος, διαμένων ἐκεῖ πλησίον σταθμάρχην τοῦ σταθμοῦ Χατζὴ Ζώρα) νὰ τὴν στείλῃ πρὸς τοῦ ἐπὶ τῶν ἐγκλήσεων Σημειωτέον ὅτι πλησίον εἰς τὸ μέρος ὅπου ἐγένετο ἡ ληστεία ὑπάρχει σταθμὸς εἰς ὃν διαμένουσι πλέον τῶν 50 στρατιωτῶν». [826, 1542, 1142, 1969]
paragraph: ΡΩΜΗ, (Τηλεγράφημα πρακτορείου «Ῥεύτερ») Ὁ Πάπας ἔμαθε ἅμα τὰς γενομένας ἐν Ἀρμε- [500, 949, 812, 980]
headline: Ἡ ἐν Μακεδονίᾳ ἐπιτροπή.— Τί θὰ κάνῃ ; [178, 1330, 478, 1367]
paragraph: Ἐτοποθετήθησαν οἱ ἀνθυπομοίραρχοι Λ. Πλαπούτας παρὰ τῇ μοιραρχίᾳ Εὐβοίας καὶ Στεργιώτης παρὰ τῇ τῆς Ἀχαΐας. Ὁ ὑπολοχαγὸς τοῦ ὑλικοῦ Δ. Μακρόπουλος ἐτοποθετήθη ὡς ἔφορος τῆς ἀποθήκης ἐν Κερκύρᾳ. Ὁ ἀνθυπίλαρχος Κ. Κολιάτσος ἐτοποθετήθη εἰς τὸ ὑπουργεῖον τῶν στρατιωτικῶν. Ἐπίσης ἐτοποθετήθησαν οἱ ἀξιωματικοὶ τοῦ πεζικοῦ Γ. Τσακάκος λοχαγὸς εἰς τὸ 4ον σύνταγμα, Γ. Στάϊκος ἀνθυπολοχαγὸς εἰς τὸ 1ον σύνταγμα, Μ. Τσίρτος ἀνθυπολ. εἰς τὸ 3ον, Μ. Δουμπιώτης ἀνθυπολ. εἰς τὸ 4ον καὶ Γ. Βροντάκης εἰς τὸ 4ον τάγμα τῶν εὐζώνων. Ὁ ἀνθυπολοχαγὸς Κ. Παπαευθυμίου μετετέθη ἐκ τοῦ Α' ἀρχηγείου εἰς τὸ 2ον σύνταγμα πεζικοῦ. [1156, 648, 1466, 877]
headline: ΣΥΝΤΕΧΝΙΑ ΥΠΟΔΗΜΑΤΟΠΟΙΩΝ [1183, 1272, 1439, 1290]
